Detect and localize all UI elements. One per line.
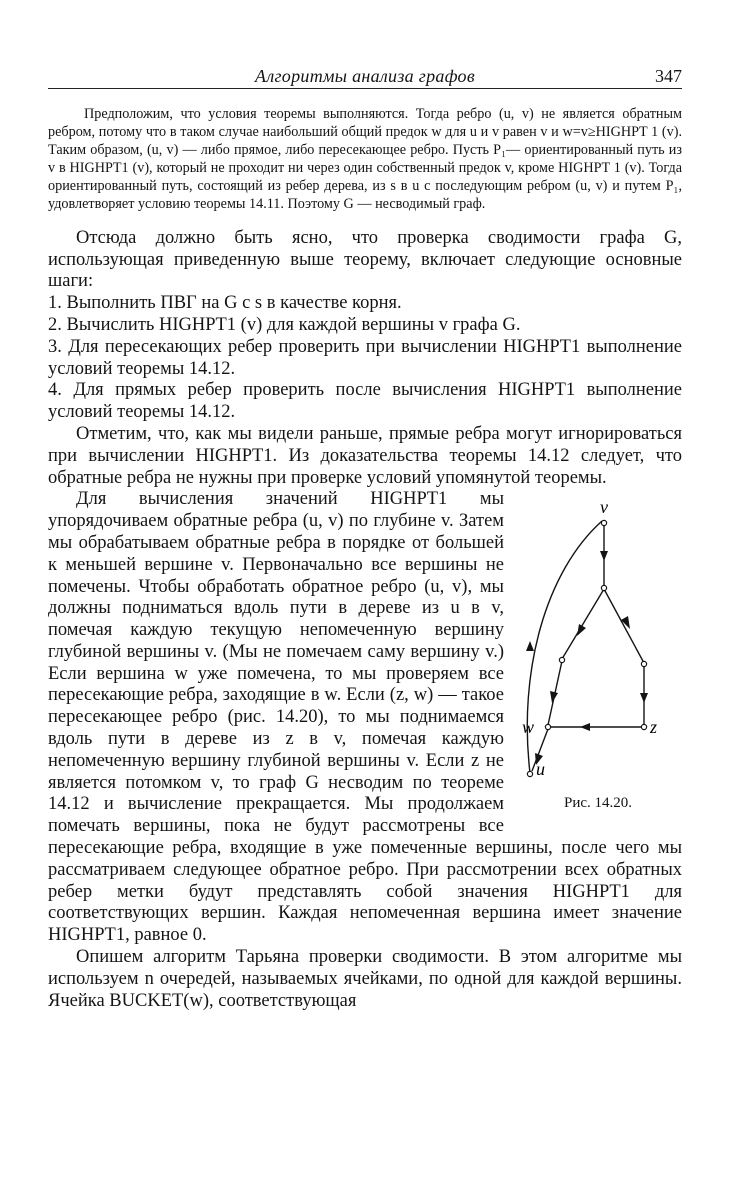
tarjan-paragraph: Опишем алгоритм Тарьяна проверки сводимости. В этом алгоритме мы используем n очередей, называемых ячейками, по одной для каждой вершины. Ячейка BUCKET(w), соответствующая bbox=[48, 947, 682, 1011]
page bbox=[48, 62, 682, 1012]
label-v: v bbox=[600, 497, 608, 518]
figure-caption: Рис. 14.20. bbox=[564, 795, 633, 812]
label-w: w bbox=[522, 717, 535, 738]
algo-paragraph: Для вычисления значений HIGHPT1 мы упорядочиваем обратные ребра (u, v) по глубине v. Затем мы обрабатываем обратные ребра в порядке от большей к меньшей вершине v. Первоначально все вершины не помечены. Чтобы обработать обратное ребро (u, v), мы должны подниматься вдоль пути в дереве из u в v, помечая каждую текущую непомеченную вершину глубиной вершины v. (Мы не помечаем саму вершину v.) Если вершина w уже помечена, то мы проверяем все пересекающие ребра, заходящие в w. Если (z, w) — такое пересекающее ребро (рис. 14.20), то мы поднимаемся вдоль пути в дереве из z в v, помечая каждую непомеченную вершину глубиной вершины v. Если z не является потомком v, то граф G несводим по теореме 14.12 и вычисление прекращается. Мы продолжаем помечать вершины, пока не будут рассмотрены все пересекающие ребра, входящие в уже помеченные вершины, после чего мы рассматриваем следующее обратное ребро. При рассмотрении всех обратных ребер метки будут представлять собой значения HIGHPT1 для соответствующих вершин. Каждая непомеченная вершина имеет значение HIGHPT1, равное 0. bbox=[48, 489, 682, 946]
vertex-v bbox=[601, 521, 606, 526]
intro-paragraph: Отсюда должно быть ясно, что проверка сводимости графа G, использующая приведенную выше теорему, включает следующие основные шаги: bbox=[48, 227, 682, 292]
back-edge bbox=[527, 521, 602, 773]
tree-edge bbox=[604, 589, 644, 663]
label-u: u bbox=[536, 759, 545, 780]
vertex-node bbox=[601, 586, 606, 591]
step-2: 2. Вычислить HIGHPT1 (v) для каждой вершины v графа G. bbox=[48, 314, 521, 335]
arrowhead-icon bbox=[580, 723, 590, 731]
arrowhead-icon bbox=[600, 551, 608, 561]
running-title: Алгоритмы анализа графов bbox=[255, 66, 475, 86]
step-1: 1. Выполнить ПВГ на G с s в качестве корня. bbox=[48, 293, 402, 314]
algo-block bbox=[48, 489, 682, 947]
vertex-node bbox=[559, 658, 564, 663]
main-text bbox=[48, 228, 682, 1013]
label-z: z bbox=[650, 717, 658, 738]
step-3: 3. Для пересекающих ребер проверить при вычислении HIGHPT1 выполнение условий теоремы 14.12. bbox=[48, 336, 682, 379]
proof-paragraph: Предположим, что условия теоремы выполняются. Тогда ребро (u, v) не является обратным ребром, потому что в таком случае наибольший общий предок w для u и v равен v и w=v≥HIGHPT 1 (v). Таким образом, (u, v) — либо прямое, либо пересекающее ребро. Пусть P₁— ориентированный путь из v в HIGHPT1 (v), который не проходит ни через один собственный предок v, кроме HIGHPT 1 (v). Тогда ориентированный путь, состоящий из ребер дерева, из s в u с последующим ребром (u, v) и путем P₁, удовлетворяет условию теоремы 14.11. Поэтому G — несводимый граф. bbox=[48, 106, 682, 213]
step-4: 4. Для прямых ребер проверить после вычисления HIGHPT1 выполнение условий теоремы 14.12. bbox=[48, 380, 682, 423]
vertex-z bbox=[641, 725, 646, 730]
running-header bbox=[48, 62, 682, 89]
graph-figure bbox=[516, 491, 686, 791]
arrowhead-icon bbox=[577, 624, 586, 636]
arrowhead-icon bbox=[526, 641, 534, 651]
tree-edge bbox=[562, 589, 604, 659]
arrowhead-icon bbox=[550, 691, 558, 703]
vertex-w bbox=[545, 725, 550, 730]
vertex-u bbox=[527, 772, 532, 777]
note-paragraph: Отметим, что, как мы видели раньше, прямые ребра могут игнорироваться при вычислении HIGHPT1. Из доказательства теоремы 14.12 следует, что обратные ребра не нужны при проверке условий упомянутой теоремы. bbox=[48, 423, 682, 488]
arrowhead-icon bbox=[640, 693, 648, 703]
vertex-node bbox=[641, 662, 646, 667]
page-number: 347 bbox=[655, 66, 682, 86]
figure-14-20 bbox=[516, 491, 686, 825]
